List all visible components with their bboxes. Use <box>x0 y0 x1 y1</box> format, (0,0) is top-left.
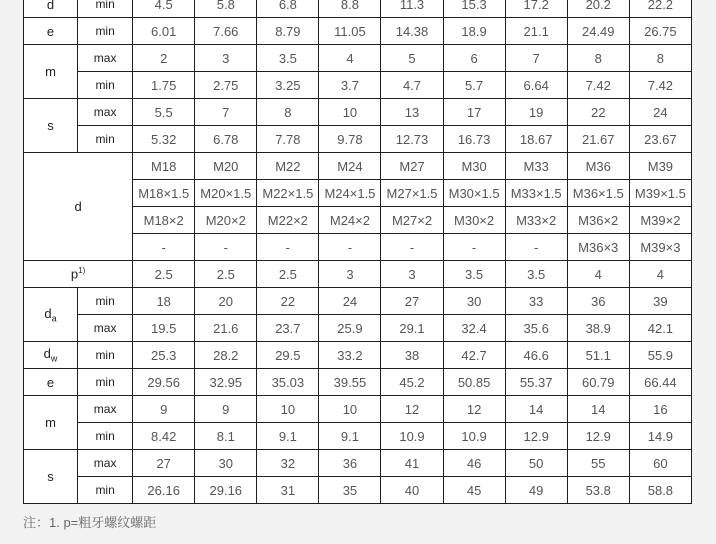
param-label <box>24 18 78 45</box>
thread-spec-cell: M36×2 <box>567 207 629 234</box>
value-cell: 10.9 <box>381 423 443 450</box>
param-symbol: d <box>44 305 52 321</box>
value-cell: 31 <box>257 477 319 504</box>
value-cell: 6 <box>443 45 505 72</box>
value-cell: 21.6 <box>195 315 257 342</box>
table-row <box>24 342 692 369</box>
value-cell: 32.95 <box>195 369 257 396</box>
value-cell: 21.67 <box>567 126 629 153</box>
thread-spec-cell: M24 <box>319 153 381 180</box>
thread-spec-cell: M33×2 <box>505 207 567 234</box>
footnote: 注：1. p=粗牙螺纹螺距 <box>23 515 157 530</box>
value-cell: 5.5 <box>133 99 195 126</box>
value-cell: 32.4 <box>443 315 505 342</box>
value-cell: 8.1 <box>195 423 257 450</box>
value-cell: 18.67 <box>505 126 567 153</box>
value-cell: 7.42 <box>629 72 691 99</box>
value-cell: 16 <box>629 396 691 423</box>
thread-spec-cell: M20×1.5 <box>195 180 257 207</box>
value-cell: 8.79 <box>257 18 319 45</box>
value-cell: 50 <box>505 450 567 477</box>
value-cell: 22 <box>567 99 629 126</box>
thread-spec-cell: M39 <box>629 153 691 180</box>
param-label <box>24 450 78 504</box>
thread-spec-cell: - <box>319 234 381 261</box>
limit-label: min <box>78 342 133 369</box>
limit-label: min <box>78 369 133 396</box>
value-cell: 42.7 <box>443 342 505 369</box>
table-row <box>24 18 692 45</box>
table-row <box>24 72 692 99</box>
limit-label: min <box>78 72 133 99</box>
table-row <box>24 0 692 18</box>
pitch-symbol: p <box>70 266 79 282</box>
value-cell: 4.7 <box>381 72 443 99</box>
param-label <box>24 288 78 342</box>
param-symbol: m <box>45 415 56 430</box>
thread-spec-cell: M18 <box>133 153 195 180</box>
param-symbol: e <box>46 23 55 39</box>
value-cell: 26.75 <box>629 18 691 45</box>
value-cell: 5.8 <box>195 0 257 18</box>
value-cell: 39 <box>629 288 691 315</box>
thread-spec-cell: M39×1.5 <box>629 180 691 207</box>
value-cell: 8 <box>567 45 629 72</box>
value-cell: 3.5 <box>443 261 505 288</box>
value-cell: 24 <box>629 99 691 126</box>
value-cell: 26.16 <box>133 477 195 504</box>
value-cell: 6.8 <box>257 0 319 18</box>
limit-label: min <box>78 288 133 315</box>
value-cell: 1.75 <box>133 72 195 99</box>
value-cell: 9.1 <box>257 423 319 450</box>
thread-spec-cell: M36×3 <box>567 234 629 261</box>
pitch-row <box>24 261 692 288</box>
thread-spec-cell: M27 <box>381 153 443 180</box>
value-cell: 9 <box>195 396 257 423</box>
thread-spec-cell: M33×1.5 <box>505 180 567 207</box>
thread-spec-cell: - <box>505 234 567 261</box>
value-cell: 12 <box>381 396 443 423</box>
value-cell: 5.7 <box>443 72 505 99</box>
limit-label: max <box>78 45 133 72</box>
value-cell: 14.38 <box>381 18 443 45</box>
param-label <box>24 342 78 369</box>
value-cell: 8.8 <box>319 0 381 18</box>
param-symbol: d <box>43 346 51 362</box>
value-cell: 13 <box>381 99 443 126</box>
value-cell: 3.7 <box>319 72 381 99</box>
value-cell: 8 <box>257 99 319 126</box>
param-symbol: m <box>45 64 56 79</box>
value-cell: 12 <box>443 396 505 423</box>
limit-label: max <box>78 99 133 126</box>
value-cell: 38.9 <box>567 315 629 342</box>
param-label <box>24 0 78 18</box>
limit-label: min <box>78 0 133 18</box>
value-cell: 3 <box>381 261 443 288</box>
value-cell: 49 <box>505 477 567 504</box>
thread-spec-cell: M27×2 <box>381 207 443 234</box>
value-cell: 28.2 <box>195 342 257 369</box>
value-cell: 29.1 <box>381 315 443 342</box>
value-cell: 24.49 <box>567 18 629 45</box>
value-cell: 6.01 <box>133 18 195 45</box>
value-cell: 35 <box>319 477 381 504</box>
thread-row <box>24 153 692 180</box>
param-symbol: e <box>46 374 55 390</box>
value-cell: 25.3 <box>133 342 195 369</box>
thread-spec-cell: M18×2 <box>133 207 195 234</box>
value-cell: 11.3 <box>381 0 443 18</box>
value-cell: 7.78 <box>257 126 319 153</box>
value-cell: 46 <box>443 450 505 477</box>
value-cell: 40 <box>381 477 443 504</box>
value-cell: 3 <box>195 45 257 72</box>
limit-label: min <box>78 477 133 504</box>
table-row <box>24 315 692 342</box>
value-cell: 7.42 <box>567 72 629 99</box>
value-cell: 9.1 <box>319 423 381 450</box>
value-cell: 10.9 <box>443 423 505 450</box>
table-row <box>24 126 692 153</box>
value-cell: 46.6 <box>505 342 567 369</box>
thread-spec-cell: M39×2 <box>629 207 691 234</box>
value-cell: 45.2 <box>381 369 443 396</box>
thread-spec-cell: - <box>195 234 257 261</box>
value-cell: 3.5 <box>505 261 567 288</box>
value-cell: 35.03 <box>257 369 319 396</box>
thread-spec-cell: M24×1.5 <box>319 180 381 207</box>
value-cell: 2.5 <box>257 261 319 288</box>
dimension-table <box>23 0 692 504</box>
value-cell: 4 <box>567 261 629 288</box>
value-cell: 19.5 <box>133 315 195 342</box>
value-cell: 55.9 <box>629 342 691 369</box>
value-cell: 53.8 <box>567 477 629 504</box>
value-cell: 22 <box>257 288 319 315</box>
value-cell: 15.3 <box>443 0 505 18</box>
value-cell: 23.7 <box>257 315 319 342</box>
thread-spec-cell: M22×2 <box>257 207 319 234</box>
value-cell: 30 <box>195 450 257 477</box>
value-cell: 8.42 <box>133 423 195 450</box>
param-label <box>24 369 78 396</box>
thread-spec-cell: M20 <box>195 153 257 180</box>
value-cell: 36 <box>567 288 629 315</box>
thread-spec-cell: - <box>257 234 319 261</box>
value-cell: 17 <box>443 99 505 126</box>
value-cell: 42.1 <box>629 315 691 342</box>
value-cell: 6.64 <box>505 72 567 99</box>
table-row <box>24 450 692 477</box>
value-cell: 2.5 <box>133 261 195 288</box>
value-cell: 29.16 <box>195 477 257 504</box>
value-cell: 6.78 <box>195 126 257 153</box>
thread-spec-cell: M24×2 <box>319 207 381 234</box>
value-cell: 2 <box>133 45 195 72</box>
value-cell: 33 <box>505 288 567 315</box>
value-cell: 12.9 <box>505 423 567 450</box>
thread-spec-cell: - <box>443 234 505 261</box>
value-cell: 4 <box>629 261 691 288</box>
param-label <box>24 45 78 99</box>
param-subscript: w <box>50 353 58 364</box>
value-cell: 9 <box>133 396 195 423</box>
value-cell: 60.79 <box>567 369 629 396</box>
value-cell: 18.9 <box>443 18 505 45</box>
value-cell: 10 <box>319 396 381 423</box>
thread-spec-cell: M36 <box>567 153 629 180</box>
thread-spec-cell: M18×1.5 <box>133 180 195 207</box>
param-symbol: d <box>46 0 55 12</box>
value-cell: 20 <box>195 288 257 315</box>
thread-spec-cell: M30×2 <box>443 207 505 234</box>
table-row <box>24 477 692 504</box>
value-cell: 30 <box>443 288 505 315</box>
value-cell: 12.73 <box>381 126 443 153</box>
value-cell: 7 <box>195 99 257 126</box>
footnote-ref: 1) <box>78 266 86 276</box>
value-cell: 23.67 <box>629 126 691 153</box>
value-cell: 55.37 <box>505 369 567 396</box>
value-cell: 39.55 <box>319 369 381 396</box>
thread-spec-cell: M20×2 <box>195 207 257 234</box>
limit-label: max <box>78 315 133 342</box>
value-cell: 5.32 <box>133 126 195 153</box>
param-subscript: a <box>51 313 57 324</box>
value-cell: 58.8 <box>629 477 691 504</box>
thread-spec-cell: M27×1.5 <box>381 180 443 207</box>
limit-label: min <box>78 126 133 153</box>
limit-label: min <box>78 423 133 450</box>
thread-spec-cell: - <box>381 234 443 261</box>
value-cell: 32 <box>257 450 319 477</box>
value-cell: 55 <box>567 450 629 477</box>
value-cell: 3.25 <box>257 72 319 99</box>
param-label <box>24 99 78 153</box>
value-cell: 4 <box>319 45 381 72</box>
limit-label: max <box>78 450 133 477</box>
limit-label: max <box>78 396 133 423</box>
value-cell: 60 <box>629 450 691 477</box>
pitch-label <box>24 261 133 288</box>
thread-spec-cell: M30 <box>443 153 505 180</box>
value-cell: 7.66 <box>195 18 257 45</box>
value-cell: 35.6 <box>505 315 567 342</box>
thread-spec-cell: M33 <box>505 153 567 180</box>
limit-label: min <box>78 18 133 45</box>
value-cell: 10 <box>257 396 319 423</box>
table-row <box>24 369 692 396</box>
value-cell: 36 <box>319 450 381 477</box>
value-cell: 45 <box>443 477 505 504</box>
value-cell: 24 <box>319 288 381 315</box>
table-row <box>24 45 692 72</box>
value-cell: 66.44 <box>629 369 691 396</box>
value-cell: 14 <box>505 396 567 423</box>
value-cell: 27 <box>381 288 443 315</box>
value-cell: 4.5 <box>133 0 195 18</box>
param-symbol: s <box>47 469 54 484</box>
value-cell: 50.85 <box>443 369 505 396</box>
value-cell: 19 <box>505 99 567 126</box>
value-cell: 20.2 <box>567 0 629 18</box>
value-cell: 41 <box>381 450 443 477</box>
value-cell: 14 <box>567 396 629 423</box>
value-cell: 21.1 <box>505 18 567 45</box>
value-cell: 3.5 <box>257 45 319 72</box>
value-cell: 9.78 <box>319 126 381 153</box>
thread-spec-cell: M39×3 <box>629 234 691 261</box>
table-row <box>24 423 692 450</box>
value-cell: 12.9 <box>567 423 629 450</box>
table-row <box>24 288 692 315</box>
thread-spec-cell: M22×1.5 <box>257 180 319 207</box>
value-cell: 7 <box>505 45 567 72</box>
value-cell: 17.2 <box>505 0 567 18</box>
value-cell: 27 <box>133 450 195 477</box>
table-row <box>24 396 692 423</box>
param-label <box>24 396 78 450</box>
value-cell: 33.2 <box>319 342 381 369</box>
value-cell: 10 <box>319 99 381 126</box>
value-cell: 18 <box>133 288 195 315</box>
value-cell: 5 <box>381 45 443 72</box>
value-cell: 38 <box>381 342 443 369</box>
value-cell: 22.2 <box>629 0 691 18</box>
thread-label: d <box>24 153 133 261</box>
thread-spec-cell: M36×1.5 <box>567 180 629 207</box>
value-cell: 2.5 <box>195 261 257 288</box>
value-cell: 8 <box>629 45 691 72</box>
param-symbol: s <box>47 118 54 133</box>
value-cell: 29.5 <box>257 342 319 369</box>
value-cell: 29.56 <box>133 369 195 396</box>
value-cell: 25.9 <box>319 315 381 342</box>
value-cell: 2.75 <box>195 72 257 99</box>
value-cell: 3 <box>319 261 381 288</box>
thread-spec-cell: M30×1.5 <box>443 180 505 207</box>
table-row <box>24 99 692 126</box>
value-cell: 16.73 <box>443 126 505 153</box>
thread-spec-cell: - <box>133 234 195 261</box>
value-cell: 51.1 <box>567 342 629 369</box>
value-cell: 14.9 <box>629 423 691 450</box>
thread-spec-cell: M22 <box>257 153 319 180</box>
table-body <box>24 0 692 504</box>
value-cell: 11.05 <box>319 18 381 45</box>
